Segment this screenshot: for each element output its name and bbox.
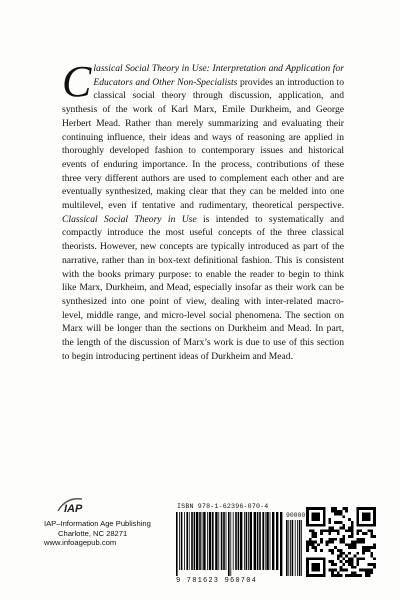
publisher-info [44, 519, 151, 548]
isbn-barcode [176, 512, 284, 576]
drop-cap: C [62, 57, 92, 106]
iap-logo [56, 495, 96, 515]
price-barcode [286, 520, 304, 576]
ean-digits: 9 781623 960704 [176, 577, 258, 585]
book-title-italic-2: Classical Social Theory in Use [62, 213, 197, 225]
qr-code[interactable] [306, 507, 376, 577]
isbn-label: ISBN 978-1-62396-070-4 [177, 503, 269, 510]
iap-logo-text: IAP [64, 503, 83, 515]
price-code: 90000 [286, 512, 306, 519]
blurb-paragraph-1: provides an introduction to classical social theory through discussion, application, and synthesis of the work of Karl Marx, Emile Durkheim, and George Herbert Mead. Rather than merely summarizing and evaluating their continuing influence, their ideas and ways of reasoning are applied in thoroughly developed fashion to contemporary issues and historical events of enduring importance. In the process, contributions of these three very different authors are used to complement each other and are eventually synthesized, making clear that they can be melded into one multilevel, even if tentative and rudimentary, theoretical perspective. [62, 76, 344, 212]
blurb-paragraph-2: is intended to systematically and compactly introduce the most useful concepts of the three classical theorists. However, new concepts are typically introduced as part of the narrative, rather than in box-text definitional fashion. This is consistent with the books primary purpose: to enable the reader to begin to think like Marx, Durkheim, and Mead, especially insofar as their work can be synthesized into one point of view, dealing with inter-related macro-level, middle range, and micro-level social phenomena. The section on Marx will be longer than the sections on Durkheim and Mead. In part, the length of the discussion of Marx’s work is due to use of this section to begin introducing pertinent ideas of Durkheim and Mead. [62, 213, 344, 362]
cover-blurb [62, 57, 344, 363]
publisher-name: IAP–Information Age Publishing [44, 519, 151, 528]
book-title-italic: lassical Social Theory in Use: Interpretation and Application for Educators and Other Non-Specialists [93, 63, 344, 88]
publisher-url[interactable]: www.infoagepub.com [44, 538, 117, 548]
publisher-city: Charlotte, NC 28271 [58, 528, 128, 538]
